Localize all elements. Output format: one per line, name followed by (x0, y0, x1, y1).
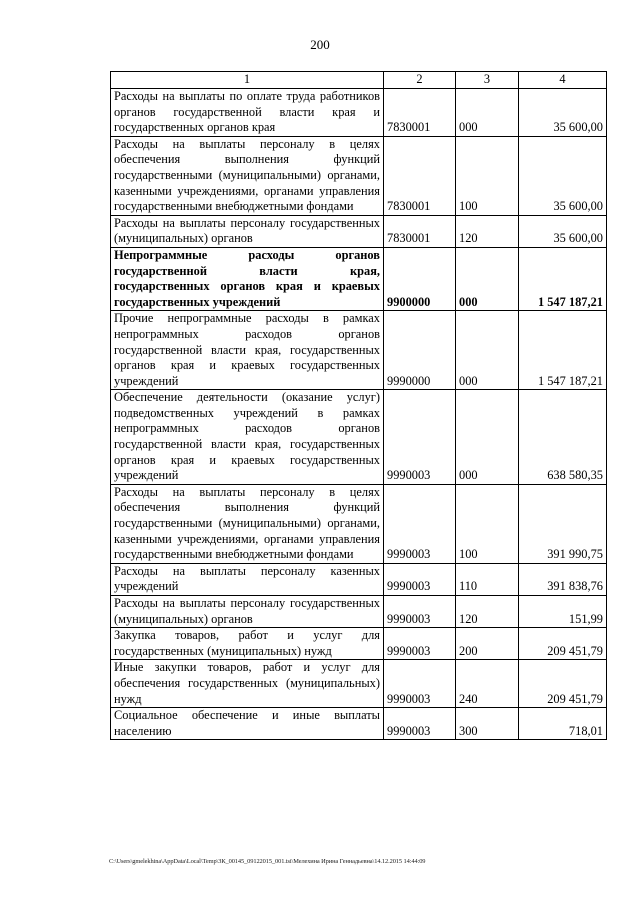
row-code: 9990003 (384, 563, 456, 595)
row-expense-type: 300 (456, 708, 519, 740)
row-code: 9990003 (384, 628, 456, 660)
row-code: 9990003 (384, 390, 456, 485)
row-code: 9990003 (384, 660, 456, 708)
row-amount: 391 990,75 (519, 484, 607, 563)
row-amount: 209 451,79 (519, 660, 607, 708)
table-row (111, 660, 607, 708)
footer-file-path: C:\Users\gmelekhina\AppData\Local\Temp\ЗК_00145_09122015_001.tsi\Мелехина Ирина Геннадьевна\14.12.2015 14:44:09 (109, 858, 426, 865)
row-description: Расходы на выплаты персоналу государственных (муниципальных) органов (111, 215, 384, 247)
row-code: 7830001 (384, 89, 456, 137)
row-amount: 718,01 (519, 708, 607, 740)
row-code: 9990000 (384, 311, 456, 390)
table-row (111, 311, 607, 390)
column-header-4: 4 (519, 72, 607, 89)
table-header-row (111, 72, 607, 89)
row-description: Прочие непрограммные расходы в рамках непрограммных расходов органов государственной власти края, государственных органов края и краевых государственных учреждений (111, 311, 384, 390)
row-amount: 391 838,76 (519, 563, 607, 595)
row-expense-type: 100 (456, 484, 519, 563)
row-description: Закупка товаров, работ и услуг для государственных (муниципальных) нужд (111, 628, 384, 660)
row-description: Расходы на выплаты по оплате труда работников органов государственной власти края и государственных органов края (111, 89, 384, 137)
row-expense-type: 000 (456, 390, 519, 485)
row-expense-type: 100 (456, 136, 519, 215)
column-header-3: 3 (456, 72, 519, 89)
row-expense-type: 120 (456, 215, 519, 247)
row-code: 9990003 (384, 596, 456, 628)
row-amount: 35 600,00 (519, 89, 607, 137)
row-expense-type: 110 (456, 563, 519, 595)
page-number: 200 (310, 37, 330, 52)
row-expense-type: 000 (456, 311, 519, 390)
row-description: Обеспечение деятельности (оказание услуг) подведомственных учреждений в рамках непрограммных расходов органов государственной власти края, государственных органов края и краевых государственных учреждений (111, 390, 384, 485)
row-amount: 209 451,79 (519, 628, 607, 660)
row-code: 9990003 (384, 484, 456, 563)
table-row (111, 563, 607, 595)
table-body (111, 89, 607, 740)
row-description: Социальное обеспечение и иные выплаты населению (111, 708, 384, 740)
row-description: Расходы на выплаты персоналу в целях обеспечения выполнения функций государственными (муниципальными) органами, казенными учреждениями, органами управления государственными внебюджетными фондами (111, 136, 384, 215)
row-amount: 35 600,00 (519, 215, 607, 247)
budget-table (110, 71, 607, 740)
row-description: Иные закупки товаров, работ и услуг для обеспечения государственных (муниципальных) нужд (111, 660, 384, 708)
row-code: 7830001 (384, 215, 456, 247)
row-amount: 151,99 (519, 596, 607, 628)
table-row (111, 247, 607, 310)
row-expense-type: 120 (456, 596, 519, 628)
column-header-1: 1 (111, 72, 384, 89)
row-expense-type: 000 (456, 89, 519, 137)
row-description: Расходы на выплаты персоналу государственных (муниципальных) органов (111, 596, 384, 628)
row-code: 9900000 (384, 247, 456, 310)
table-row (111, 215, 607, 247)
row-code: 9990003 (384, 708, 456, 740)
row-description: Расходы на выплаты персоналу казенных учреждений (111, 563, 384, 595)
row-amount: 638 580,35 (519, 390, 607, 485)
table-row (111, 89, 607, 137)
table-row (111, 390, 607, 485)
row-amount: 1 547 187,21 (519, 311, 607, 390)
row-description: Расходы на выплаты персоналу в целях обеспечения выполнения функций государственными (муниципальными) органами, казенными учреждениями, органами управления государственными внебюджетными фондами (111, 484, 384, 563)
table-row (111, 136, 607, 215)
row-amount: 35 600,00 (519, 136, 607, 215)
column-header-2: 2 (384, 72, 456, 89)
row-expense-type: 240 (456, 660, 519, 708)
table-row (111, 484, 607, 563)
row-expense-type: 200 (456, 628, 519, 660)
row-expense-type: 000 (456, 247, 519, 310)
row-code: 7830001 (384, 136, 456, 215)
row-amount: 1 547 187,21 (519, 247, 607, 310)
table-row (111, 628, 607, 660)
table-row (111, 596, 607, 628)
row-description: Непрограммные расходы органов государственной власти края, государственных органов края и краевых государственных учреждений (111, 247, 384, 310)
table-row (111, 708, 607, 740)
